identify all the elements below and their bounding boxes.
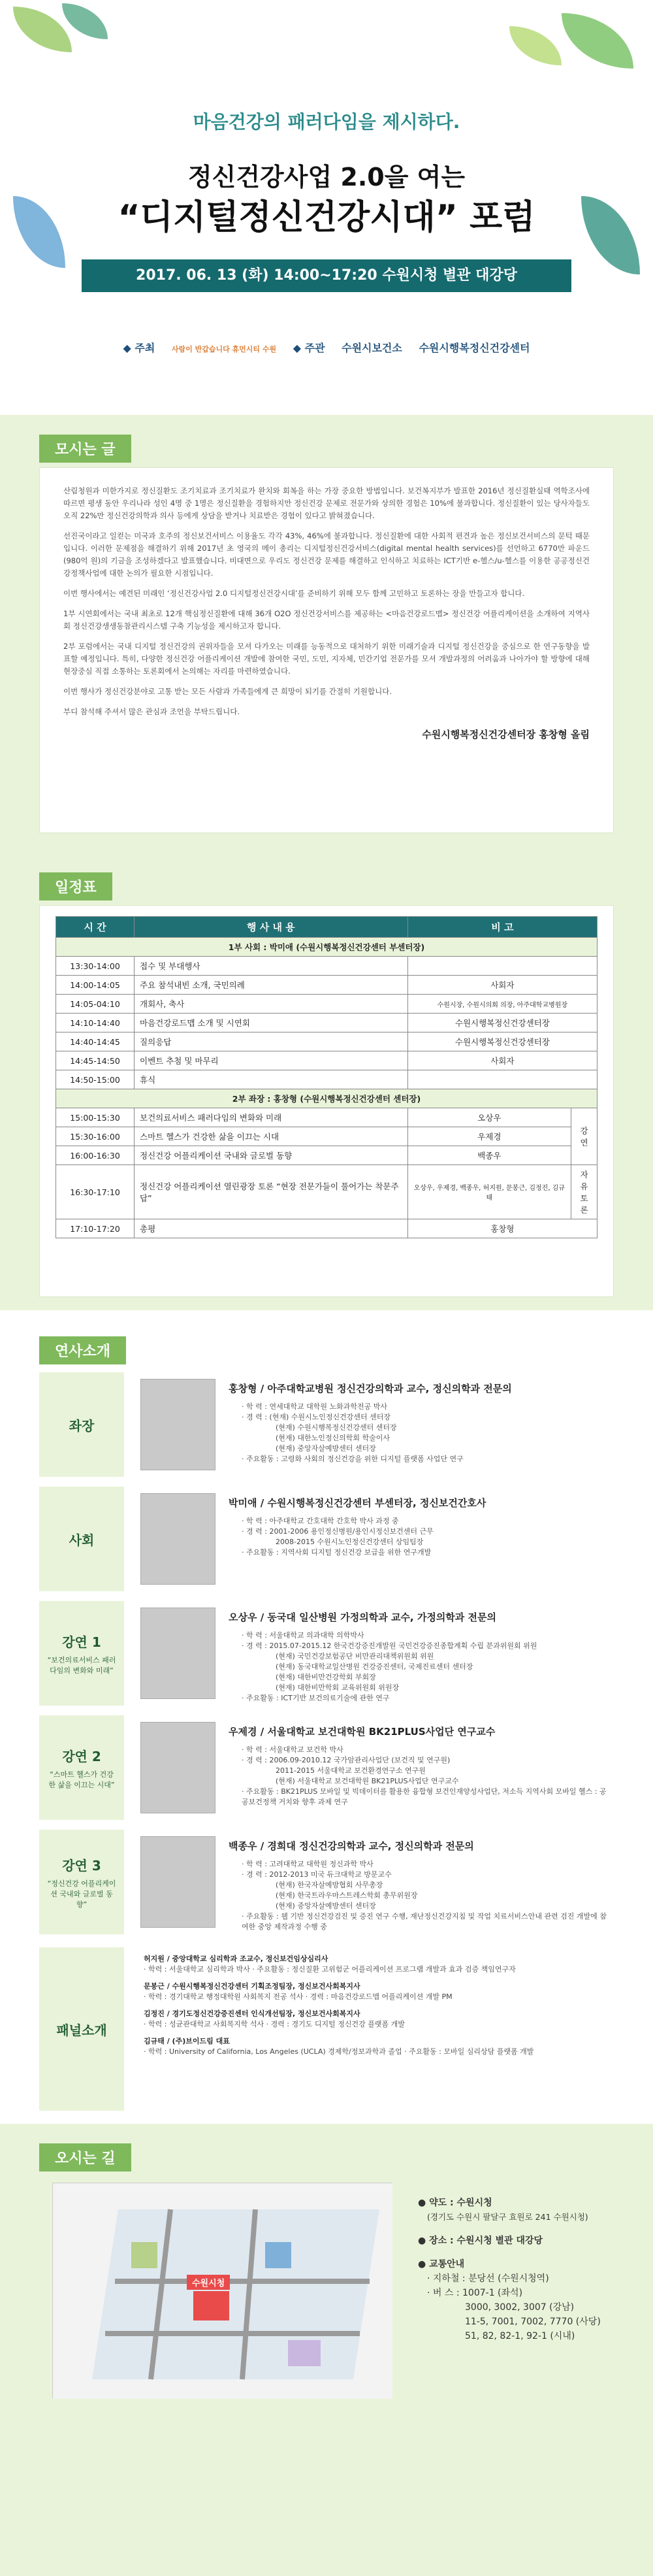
schedule-box: [39, 905, 614, 1297]
organizer-logo-1: 수원시보건소: [342, 342, 402, 354]
speaker-photo: [140, 1722, 215, 1813]
table-header: [56, 917, 597, 938]
table-row: 17:10-17:20 총평 홍창형: [56, 1219, 597, 1238]
section-heading: 오시는 길: [39, 2143, 131, 2171]
greeting-paragraph: 산림청원과 미한가지로 정신질환도 조기치료과 조기치료가 완치와 회복을 하는 가장 중요한 방법입니다. 보건복지부가 발표한 2016년 정신질환실태 역학조사에 따르면 평생 동안 우리나라 성인 4명 중 1명은 정신질환을 경험하지만 정신건강 문제로 전문가와 상의한 경험은 10%에 불과합니다. 정신질환이 있는 당사자들도 오직 22%만 정신건강의학과 의사 등에게 상담을 받거나 치료받은 경험이 있다고 밝혀졌습니다.: [63, 486, 590, 520]
greeting-paragraph: 이번 행사가 정신건강분야로 고통 받는 모든 사람과 가족들에게 큰 희망이 되기를 간절히 기원합니다.: [63, 687, 392, 696]
section-heading: 일정표: [39, 872, 112, 900]
date-bar: 2017. 06. 13 (화) 14:00~17:20 수원시청 별관 대강당: [82, 259, 571, 292]
speaker-bio: · 학 력 : 고려대학교 대학원 정신과학 박사 · 경 력 : 2012-2013 미국 듀크대학교 방문교수 (현재) 한국자살예방협회 사무총장 (현재) 한국트라우마스트레스학회 총무위원장 (현재) 중앙자살예방센터 센터장 · 주요활동 : 웹 기반 정신건강검진 및 증진 연구 수행, 재난정신건강지침 및 작업 치료서비스안내 관련 검진 개발에 참여한 중앙 제작과정 수행 중: [242, 1860, 607, 1931]
greeting-box: [39, 467, 614, 833]
table-row: 14:00-14:05 주요 참석내빈 소개, 국민의례 사회자: [56, 976, 597, 995]
table-row: 14:50-15:00 휴식: [56, 1070, 597, 1089]
greeting-paragraph: 이번 행사에서는 예견된 미래인 ‘정신건강사업 2.0 디지털정신건강시대’를 준비하기 위해 모두 함께 고민하고 토론하는 장을 만들고자 합니다.: [63, 589, 525, 598]
table-row: 14:40-14:45 질의응답 수원시행복정신건강센터장: [56, 1032, 597, 1051]
speaker-name: 우제경 / 서울대학교 보건대학원 BK21PLUS사업단 연구교수: [229, 1726, 496, 1738]
speaker-photo: [140, 1836, 215, 1928]
tagline: 마음건강의 패러다임을 제시하다.: [193, 111, 460, 133]
venue-label: 장소: [429, 2236, 447, 2246]
signature: 수원시행복정신건강센터장 홍창형 올림: [422, 729, 590, 740]
speaker-photo: [140, 1608, 215, 1699]
speaker-role: 강연 3 “정신건강 어플리케이션 국내와 글로벌 동향”: [39, 1830, 124, 1934]
directions-section: [0, 2124, 653, 2576]
organizer-logo-2: 수원시행복정신건강센터: [419, 342, 530, 354]
speaker-bio: · 학 력 : 연세대학교 대학원 노화과학전공 박사 · 경 력 : (현재) 수원시노인정신건강센터 센터장 (현재) 수원시행복정신건강센터 센터장 (현재) 대한노인정신의학회 학술이사 (현재) 중앙자살예방센터 센터장 · 주요활동 : 고령화 사회의 정신건강을 위한 디지털 플랫폼 사업단 연구: [242, 1402, 464, 1463]
part-row: 2부 좌장 : 홍창형 (수원시행복정신건강센터 센터장): [56, 1089, 597, 1108]
panel-list: 허지원 / 중앙대학교 심리학과 조교수, 정신보건임상심리사 · 학력 : 서울대학교 심리학과 박사 · 주요활동 : 정신질환 고위험군 어플리케이션 프로그램 개발과 효과 검증 책임연구자 문봉근 / 수원시행복정신건강센터 기획조정팀장, 정신보건사회복지사 · 학력 : 경기대학교 행정대학원 사회복지 전공 석사 · 경력 : 마음건강로드맵 어플리케이션 개발 PM 김정진 / 경기도정신건강증진센터 인식개선팀장, 정신보건사회복지사 · 학력 : 성균관대학교 사회복지학 석사 · 경력 : 경기도 디지털 정신건강 플랫폼 개발 김규태 / (주)브이드림 대표 · 학력 : University of California, Los Angeles (UCLA) 경제학/정보과학과 졸업 · 주요활동 : 모바일 심리상담 플랫폼 개발: [144, 1955, 534, 2056]
decorative-leaf: [562, 13, 633, 69]
speaker-name: 오상우 / 동국대 일산병원 가정의학과 교수, 가정의학과 전문의: [229, 1611, 496, 1623]
address-detail: (경기도 수원시 팔달구 효원로 241 수원시청): [427, 2212, 588, 2222]
hero-section: [0, 0, 653, 415]
section-heading: 모시는 글: [39, 435, 131, 463]
directions-info: ● 약도 : 수원시청 (경기도 수원시 팔달구 효원로 241 수원시청) ● 장소 : 수원시청 별관 대강당 ● 교통안내 · 지하철 : 분당선 (수원시청역) · 버 스 : 1007-1 (좌석) 3000, 3002, 3007 (강남) 11-5, 7001, 7002, 7770 (사당) 51, 82, 82-1, 92-1 (시내): [418, 2196, 627, 2343]
schedule-table: [56, 916, 597, 1238]
map-svg: [53, 2183, 392, 2399]
speaker-card: [39, 1372, 614, 1477]
speaker-photo: [140, 1379, 215, 1470]
map-illustration: [52, 2183, 392, 2398]
host-label: ◆ 주최: [123, 342, 155, 354]
venue: 수원시청 별관 대강당: [456, 2236, 543, 2246]
table-row: 14:45-14:50 이벤트 추첨 및 마무리 사회자: [56, 1051, 597, 1070]
subway-info: · 지하철 : 분당선 (수원시청역): [427, 2273, 549, 2284]
col-time: 시 간: [56, 917, 135, 938]
speaker-role: 좌장: [39, 1372, 124, 1477]
speaker-bio: · 학 력 : 아주대학교 간호대학 간호학 박사 과정 중 · 경 력 : 2001-2006 용인정신병원/용인시정신보건센터 근무 2008-2015 수원시노인정신건강센터 상임팀장 · 주요활동 : 지역사회 디지털 정신건강 보급을 위한 연구개발: [242, 1517, 434, 1557]
schedule-section: [0, 853, 653, 1310]
greeting-paragraph: 부디 참석해 주셔서 많은 관심과 조언을 부탁드립니다.: [63, 707, 240, 716]
speaker-role: 강연 2 “스마트 헬스가 건강한 삶을 이끄는 시대”: [39, 1715, 124, 1820]
speaker-card: [39, 1830, 614, 1934]
bus-info: · 버 스 : 1007-1 (좌석): [427, 2288, 523, 2298]
panel-role: 패널소개: [39, 1947, 124, 2111]
decorative-leaf: [62, 3, 108, 39]
host-line: [0, 340, 653, 355]
bus-info: 11-5, 7001, 7002, 7770 (사당): [465, 2317, 601, 2327]
speaker-name: 박미애 / 수원시행복정신건강센터 부센터장, 정신보건간호사: [229, 1497, 486, 1509]
speaker-card: [39, 1487, 614, 1591]
speakers-section: [0, 1310, 653, 2124]
bus-info: 3000, 3002, 3007 (강남): [465, 2302, 575, 2313]
speaker-card: [39, 1601, 614, 1706]
title-line-2: “디지털정신건강시대” 포럼: [118, 198, 535, 237]
table-row: 14:05-04:10 개회사, 축사 수원시장, 수원시의회 의장, 아주대학교병원장: [56, 995, 597, 1014]
decorative-leaf: [13, 7, 72, 52]
host-logo: 사람이 반갑습니다 휴먼시티 수원: [171, 345, 277, 354]
bus-info: 51, 82, 82-1, 92-1 (시내): [465, 2331, 575, 2341]
speaker-name: 백종우 / 경희대 정신건강의학과 교수, 정신의학과 전문의: [229, 1840, 474, 1852]
greeting-paragraph: 2부 포럼에서는 국내 디지털 정신건강의 권위자들을 모셔 다가오는 미래를 능동적으로 대처하기 위한 미래기술과 디지털 정신건강을 중심으로 한 연구동향을 발표할 예정입니다. 특히, 다양한 정신건강 어플리케이션 개발에 참여한 국민, 도민, 지자체, 민간기업 전문가를 모셔 개발과정의 어려움과 나아가야 할 방향에 대해 현장중심 직접 소통하는 토론회에서 논의해는 자리를 마련하였습니다.: [63, 642, 590, 676]
part-row: 1부 사회 : 박미애 (수원시행복정신건강센터 부센터장): [56, 938, 597, 957]
col-note: 비 고: [407, 917, 597, 938]
table-row: 16:30-17:10 정신건강 어플리케이션 열린광장 토론 “현장 전문가들이 풀어가는 착문주답” 오상우, 우제경, 백종우, 허지원, 문봉근, 김정진, 김규태 자유토론: [56, 1165, 597, 1219]
speaker-role: 강연 1 “보건의료서비스 패러다임의 변화와 미래”: [39, 1601, 124, 1706]
table-row: 13:30-14:00 접수 및 부대행사: [56, 957, 597, 976]
address-place: 수원시청: [456, 2198, 492, 2208]
table-row: 15:00-15:30 보건의료서비스 패러다임의 변화와 미래 오상우 강연: [56, 1108, 597, 1127]
speaker-photo: [140, 1493, 215, 1585]
section-heading: 연사소개: [39, 1336, 126, 1364]
table-row: 16:00-16:30 정신건강 어플리케이션 국내와 글로벌 동향 백종우: [56, 1146, 597, 1165]
address-label: 약도: [429, 2198, 447, 2208]
table-row: 14:10-14:40 마음건강로드맵 소개 및 시연회 수원시행복정신건강센터장: [56, 1014, 597, 1032]
greeting-section: [0, 415, 653, 853]
title-line-1: 정신건강사업 2.0을 여는: [187, 163, 466, 191]
table-row: 15:30-16:00 스마트 헬스가 건강한 삶을 이끄는 시대 우제경: [56, 1127, 597, 1146]
speaker-bio: · 학 력 : 서울대학교 보건학 박사 · 경 력 : 2006.09-2010.12 국가암관리사업단 (보건직 및 연구원) 2011-2015 서울대학교 보건환경연구소 연구원 (현재) 서울대학교 보건대학원 BK21PLUS사업단 연구교수 · 주요활동 : BK21PLUS 모바일 및 빅데이터를 활용한 융합형 보건인재양성사업단, 저소득 지역사회 모바일 헬스 : 공공보건정책 거치와 향후 과제 연구: [242, 1745, 607, 1806]
decorative-leaf: [509, 26, 562, 65]
col-event: 행 사 내 용: [135, 917, 408, 938]
greeting-paragraph: 1부 시연회에서는 국내 최초로 12개 핵심정신질환에 대해 36개 O2O 정신건강서비스를 제공하는 <마음건강로드맵> 정신건강 어플리케이션을 소개하여 지역사회 정신건강생생동참관리시스템 구축 기능성을 제시하고자 합니다.: [63, 609, 590, 631]
greeting-paragraph: 선진국이라고 일컫는 미국과 호주의 정신보건서비스 이용율도 각각 43%, 46%에 불과합니다. 정신질환에 대한 사회적 편견과 높은 정신보건서비스의 문턱 때문입니다. 이러한 문제점을 해결하기 위해 2017년 초 영국의 메이 총리는 디지털정신건강서비스(digital mental health services)를 선언하고 6770만 파운드(980억 원)의 기금을 조성하겠다고 발표했습니다. 비대면으로 우리도 정신건강 문제를 해결하고 인식하고 치료하는 ICT기반 e-헬스/u-헬스를 이용한 공공정신건강정책사업에 대한 논의가 필요한 시점입니다.: [63, 531, 590, 578]
organizer-label: ◆ 주관: [293, 342, 325, 354]
panel-card: [39, 1947, 614, 2111]
transit-label: 교통안내: [429, 2259, 465, 2270]
map-label: 수원시청: [187, 2275, 230, 2290]
speaker-name: 홍창형 / 아주대학교병원 정신건강의학과 교수, 정신의학과 전문의: [229, 1383, 512, 1395]
speaker-bio: · 학 력 : 서울대학교 의과대학 의학박사 · 경 력 : 2015.07-2015.12 한국건강증진개발원 국민건강증진종합계획 수립 분과위원회 위원 (현재) 국민건강보험공단 비만관리대책위원회 위원 (현재) 동국대학교일산병원 건강증진센터, 국제진료센터 센터장 (현재) 대한비만건강학회 부회장 (현재) 대한비만학회 교육위원회 위원장 · 주요활동 : ICT기반 보건의료기술에 관한 연구: [242, 1631, 537, 1702]
speaker-card: [39, 1715, 614, 1820]
speaker-role: 사회: [39, 1487, 124, 1591]
